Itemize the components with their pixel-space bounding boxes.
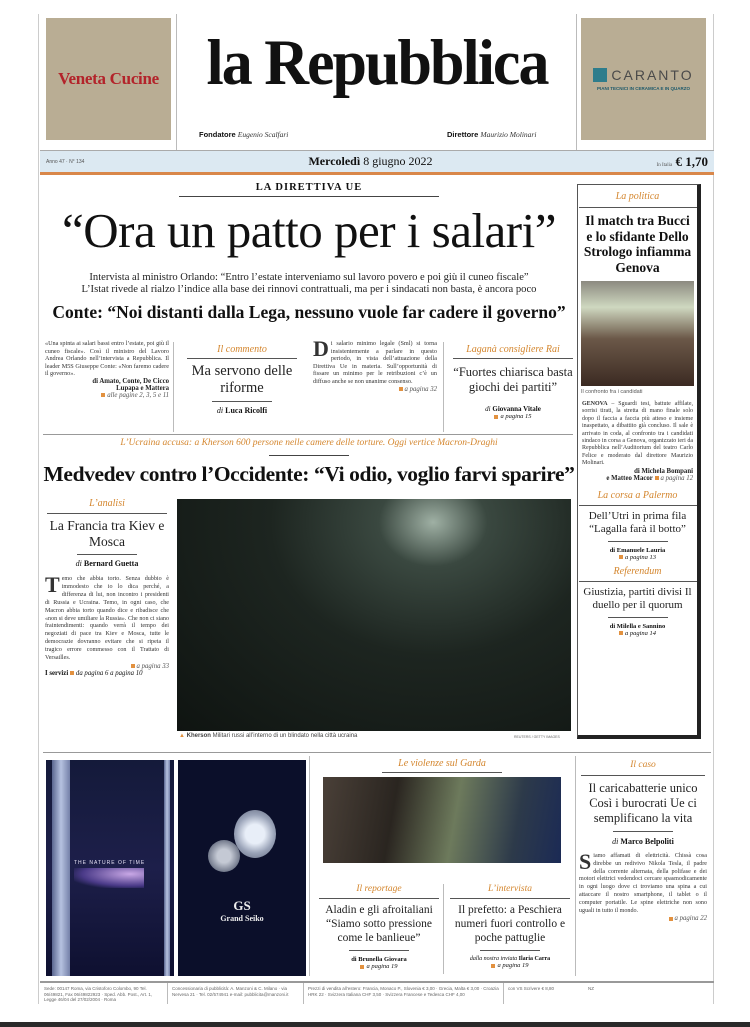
founder-label: Fondatore xyxy=(199,130,236,139)
dropcap: S xyxy=(579,849,592,874)
ukraine-headline[interactable]: Medvedev contro l’Occidente: “Vi odio, voglio farvi sparire” xyxy=(43,462,575,486)
politica-text: – Sguardi tesi, battute affilate, sorrisi tirati, la stretta di mano finale solo dopo il faccia a faccia più atteso e insieme inaspettato, a dibattito già concluso. Il sale è arrivato in coda, al confronto tra i candidati sindaco in corsa a Genova, organizzato ieri da Repubblica nell’Auditorium del teatro Carlo Felice e moderato dal direttore Maurizio Molinari. xyxy=(582,401,694,467)
rule xyxy=(480,950,540,951)
rule xyxy=(77,554,137,555)
footer-address: Sede: 00147 Roma, via Cristoforo Colombo, 90 Tel. 06/49821, Fax 06/49822923 · Sped. Abb. Post., Art. 1, Legge 46/04 del 27/02/2004 · Roma xyxy=(40,983,168,1004)
reportage-label: Il reportage xyxy=(356,884,402,894)
author-prefix: di xyxy=(612,837,619,846)
date-band xyxy=(40,150,714,172)
author-prefix: di xyxy=(216,406,224,415)
salario-text: i salario minimo legale (Sml) si torna insistentemente a parlare in questo periodo, in vista dell’attuazione della Direttiva Ue in materia. Sull’opportunità di fissare un minimo per le retribuzioni c’è un diffuso anche se non unanime consenso. xyxy=(313,340,437,385)
rule xyxy=(581,775,705,776)
rule xyxy=(450,898,570,899)
rule xyxy=(579,505,697,506)
secondary-headline[interactable]: Conte: “Noi distanti dalla Lega, nessuno vuole far cadere il governo” xyxy=(52,302,566,322)
servizi-label: I servizi xyxy=(45,669,69,677)
watch-back-icon xyxy=(208,840,240,872)
bullet-icon xyxy=(101,393,105,397)
rule xyxy=(613,831,673,832)
rule xyxy=(579,207,697,208)
bullet-icon xyxy=(655,476,659,480)
reportage-article[interactable] xyxy=(317,884,441,970)
section-rule xyxy=(43,752,711,753)
palermo-label: La corsa a Palermo xyxy=(597,489,678,501)
lagana-label: Laganà consigliere Rai xyxy=(466,344,560,355)
kicker-rule xyxy=(179,196,439,197)
page-ref[interactable]: a pagina 15 xyxy=(500,413,532,420)
bullet-icon xyxy=(669,917,673,921)
kicker-rule xyxy=(269,455,349,456)
garda-photo[interactable] xyxy=(323,777,561,863)
photo-caption xyxy=(179,733,357,739)
rule xyxy=(212,401,272,402)
commento-article[interactable] xyxy=(179,344,305,415)
servizi-pages[interactable]: da pagina 6 a pagina 10 xyxy=(75,669,143,677)
commento-author: Luca Ricolfi xyxy=(225,406,268,415)
tree-trunk xyxy=(52,760,70,976)
caption-text: Militari russi all’interno di un blindato nella città ucraina xyxy=(212,733,358,739)
caso-text: iamo affamati di elettricità. Chissà cosa direbbe un redivivo Nikola Tesla, il padre della corrente alternata, della polifase e dei motori elettrici vedendoci cercare spasmodicamente in ogni luogo dove ci troviamo una spina a cui attaccare il nostro smartphone, il tablet o il computer portatile. Le spine elettriche non sono uguali in tutto il mondo. xyxy=(579,853,707,914)
lead-headline[interactable]: “Ora un patto per i salari” xyxy=(62,203,556,258)
triangle-icon: ▲ xyxy=(179,733,185,739)
summary-text: «Una spinta ai salari bassi entro l’estate, poi giù il cuneo fiscale». Così il ministro del Lavoro Andrea Orlando nell’intervista a Repubblica. Il leader M5S Giuseppe Conte: «Non faremo cadere il governo». xyxy=(45,340,169,378)
rule xyxy=(319,898,439,899)
bullet-icon xyxy=(619,631,623,635)
director-name: Maurizio Molinari xyxy=(480,130,537,139)
intervista-article[interactable] xyxy=(447,884,573,969)
analisi-label: L’analisi xyxy=(89,498,125,509)
intervista-author: Ilaria Carra xyxy=(518,956,551,962)
garda-section xyxy=(313,758,571,863)
price-label: In Italia xyxy=(656,162,673,168)
palermo-author: di Emanuele Lauria xyxy=(609,546,666,554)
bullet-icon xyxy=(360,965,364,969)
divider xyxy=(173,342,174,432)
photo-caption: Il confronto fra i candidati xyxy=(581,389,643,395)
politica-title[interactable]: Il match tra Bucci e lo sfidante Dello Strologo infiamma Genova xyxy=(583,213,692,275)
dateline: GENOVA xyxy=(582,401,608,407)
bullet-icon xyxy=(491,964,495,968)
author-prefix: dalla nostra inviata xyxy=(469,956,518,962)
founder-name: Eugenio Scalfari xyxy=(237,130,289,139)
footer-bundle-price: con VS Scrivere € 8,80 xyxy=(508,986,555,991)
issue-date xyxy=(308,154,432,169)
divider xyxy=(176,14,177,150)
masthead-title[interactable]: la Repubblica xyxy=(206,27,548,99)
date: 8 giugno 2022 xyxy=(363,154,433,168)
author-line-2: e Matteo Macor xyxy=(606,474,653,482)
footer-advertising: Concessionaria di pubblicità: A. Manzoni & C. Milano · via Nervesa 21 · Tel. 02/574941 e-mail: pubblicita@manzoni.it xyxy=(168,983,304,1004)
issue-number: Anno 47 · N° 134 xyxy=(46,158,85,165)
ukraine-kicker: L’Ucraina accusa: a Kherson 600 persone nelle camere delle torture. Oggi vertice Macron-Draghi xyxy=(120,438,498,448)
lead-subhead-2: L’Istat rivede al rialzo l’indice alla base dei rinnovi contrattuali, ma per i sindacati non basta, è ancora poco xyxy=(81,284,537,295)
sidebar-box xyxy=(577,184,701,739)
caption-place: Kherson xyxy=(186,733,211,739)
veneta-cucine-logo: Veneta Cucine xyxy=(58,69,159,88)
author-prefix: di xyxy=(75,559,82,568)
lagana-author: Giovanna Vitale xyxy=(492,405,541,413)
dropcap: D xyxy=(313,336,329,361)
author-prefix: di xyxy=(485,405,491,413)
divider xyxy=(443,342,444,432)
palermo-title[interactable]: Dell’Utri in prima fila “Lagalla farà il botto” xyxy=(588,509,687,535)
intervista-label: L’intervista xyxy=(488,884,532,894)
analisi-text: emo che abbia torto. Senza dubbio è immodesto che io lo dica perché, a differenza di lui, non incontro i presidenti di Russia e Ucraina. Temo, in ogni caso, che Macron abbia torto quando dice e ribadisce che «non si deve umiliare la Russia». Che non ci siano fraintendimenti: quando verrà il tempo dei negoziati di pace tra Kiev e Mosca, tutte le democrazie dovranno evitare che si ripeta il tragico errore commesso con il Trattato di Versailles. xyxy=(45,576,169,662)
caso-label: Il caso xyxy=(630,760,656,770)
price-value: € 1,70 xyxy=(675,153,708,169)
referendum-author: di Milella e Sannino xyxy=(609,622,666,630)
lead-summary xyxy=(45,340,169,399)
caso-author: Marco Belpoliti xyxy=(620,837,674,846)
page-ref[interactable]: alle pagine 2, 3, 5 e 11 xyxy=(107,391,169,399)
politica-label: La politica xyxy=(615,191,660,202)
bottom-edge xyxy=(0,1022,750,1027)
rule xyxy=(47,513,167,514)
divider xyxy=(309,756,310,976)
caso-article[interactable] xyxy=(579,760,707,922)
caranto-brand: CARANTO xyxy=(611,67,694,83)
director-credit xyxy=(447,130,536,139)
caranto-tagline: PIANI TECNICI IN CERAMICA E IN QUARZO xyxy=(596,86,691,91)
referendum-title[interactable]: Giustizia, partiti divisi Il duello per il quorum xyxy=(583,585,692,611)
lead-kicker: LA DIRETTIVA UE xyxy=(255,182,363,193)
ad-veneta-cucine[interactable] xyxy=(46,18,171,140)
seiko-left-panel xyxy=(46,760,174,976)
garda-label: Le violenze sul Garda xyxy=(398,758,486,769)
caranto-logo-icon xyxy=(593,68,607,82)
orange-rule xyxy=(40,172,714,175)
authors-line-1: di Amato, Conte, De Cicco xyxy=(92,377,169,385)
analisi-title: La Francia tra Kiev e Mosca xyxy=(49,518,165,549)
director-label: Direttore xyxy=(447,130,479,139)
gs-logo: GS xyxy=(233,898,251,913)
rule xyxy=(187,358,297,359)
reportage-author: di Brunella Giovara xyxy=(351,956,407,963)
politica-photo xyxy=(581,281,694,386)
salario-article[interactable] xyxy=(313,336,437,393)
footer-code: NZ xyxy=(588,986,594,991)
seiko-right-panel xyxy=(178,760,306,976)
page-ref[interactable]: a pagina 19 xyxy=(366,963,398,970)
rule xyxy=(349,950,409,951)
page-ref[interactable]: a pagina 32 xyxy=(404,385,437,393)
watch-face-icon xyxy=(234,810,276,858)
rule xyxy=(608,617,668,618)
divider xyxy=(576,14,577,150)
price xyxy=(657,154,708,170)
founder-credit xyxy=(199,130,288,139)
lagana-article[interactable] xyxy=(449,344,577,420)
author-line-1: di Michela Bompani xyxy=(634,467,693,475)
weekday: Mercoledì xyxy=(308,154,361,168)
rule xyxy=(453,358,573,359)
footer xyxy=(40,981,714,1004)
ad-grand-seiko[interactable] xyxy=(46,760,306,976)
bullet-icon xyxy=(399,387,403,391)
page-ref[interactable]: a pagina 13 xyxy=(624,553,657,561)
referendum-label: Referendum xyxy=(613,565,662,577)
seiko-tagline: THE NATURE OF TIME xyxy=(74,860,146,866)
page-ref[interactable]: a pagina 14 xyxy=(624,629,657,637)
lead-subhead-1: Intervista al ministro Orlando: “Entro l’estate interveniamo sul lavoro povero e poi giù il cuneo fiscale” xyxy=(89,272,529,283)
front-page xyxy=(38,14,714,1004)
rule xyxy=(579,581,697,582)
reportage-title: Aladin e gli afroitaliani “Siamo sotto pressione come le banlieue” xyxy=(325,904,433,944)
divider xyxy=(443,884,444,974)
bullet-icon xyxy=(494,415,498,419)
section-rule xyxy=(43,434,573,435)
analisi-author: Bernard Guetta xyxy=(83,559,139,568)
bullet-icon xyxy=(619,555,623,559)
caso-title: Il caricabatterie unico Così i burocrati Ue ci semplificano la vita xyxy=(588,781,698,825)
bullet-icon xyxy=(131,664,135,668)
horizon-glow xyxy=(74,868,144,888)
commento-label: Il commento xyxy=(217,344,267,355)
page-ref[interactable]: a pagina 22 xyxy=(674,915,707,923)
divider xyxy=(575,756,576,976)
rule xyxy=(382,772,502,773)
ad-caranto[interactable] xyxy=(581,18,706,140)
dropcap: T xyxy=(45,572,60,597)
intervista-title: Il prefetto: a Peschiera numeri fuori controllo e poche pattuglie xyxy=(454,904,566,944)
page-ref[interactable]: a pagina 19 xyxy=(497,962,529,969)
grand-seiko-wordmark: Grand Seiko xyxy=(220,914,264,923)
page-ref[interactable]: a pagina 33 xyxy=(136,662,169,670)
caranto-logo xyxy=(593,67,693,83)
kherson-photo[interactable] xyxy=(177,499,571,731)
analisi-article[interactable] xyxy=(45,498,169,677)
photo-credit: REUTERS / GETTY IMAGES xyxy=(514,735,560,739)
tree-trunk xyxy=(164,760,170,976)
lagana-title: “Fuortes chiarisca basta giochi dei partiti” xyxy=(453,365,573,394)
bullet-icon xyxy=(70,671,74,675)
commento-title: Ma servono delle riforme xyxy=(191,363,293,396)
authors-line-2: Lupapa e Mattera xyxy=(116,384,169,392)
rule xyxy=(608,541,668,542)
footer-foreign-prices: Prezzi di vendita all’estero: Francia, Monaco P., Slovenia € 3,00 · Grecia, Malta € 3,00 · Croazia HRK 22 · Svizzera Italiana CHF 3,50 · Svizzera Francese e Tedesca CHF 4,00 xyxy=(304,983,504,1004)
page-ref[interactable]: a pagina 12 xyxy=(660,474,693,482)
